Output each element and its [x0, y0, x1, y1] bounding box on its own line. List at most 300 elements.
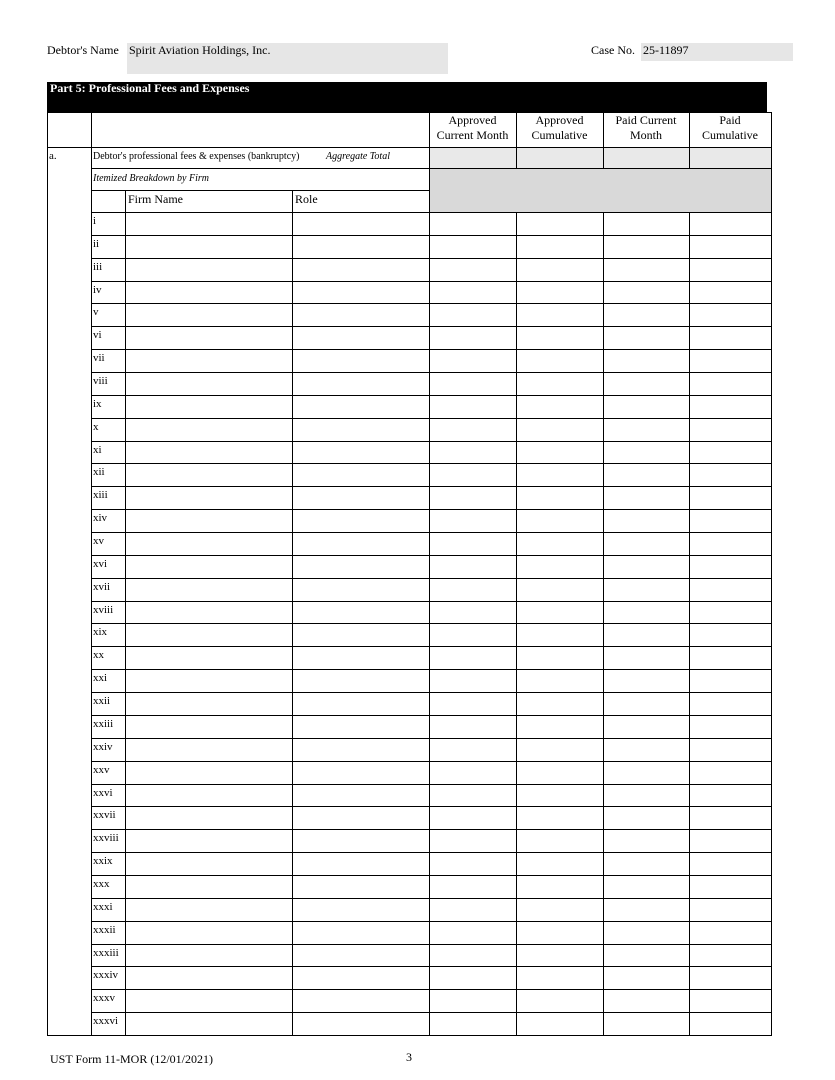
aggregate-total-cell[interactable] [690, 148, 771, 168]
role-cell[interactable] [293, 990, 429, 1012]
approved-current-cell[interactable] [430, 510, 516, 532]
row-label: xxxii [93, 923, 116, 936]
paid-current-cell[interactable] [604, 282, 689, 304]
firm-name-cell[interactable] [126, 830, 292, 852]
row-label: xviii [93, 603, 114, 616]
role-cell[interactable] [293, 442, 429, 464]
paid-cumulative-header [689, 113, 771, 143]
approved-cumulative-cell[interactable] [517, 876, 603, 898]
paid-current-cell[interactable] [604, 327, 689, 349]
firm-name-header: Firm Name [128, 192, 183, 206]
approved-cumulative-cell[interactable] [517, 602, 603, 624]
firm-name-cell[interactable] [126, 1013, 292, 1035]
role-cell[interactable] [293, 899, 429, 921]
firm-name-cell[interactable] [126, 510, 292, 532]
role-cell[interactable] [293, 304, 429, 326]
row-line [91, 418, 772, 419]
paid-cumulative-cell[interactable] [690, 624, 771, 646]
row-label: xxiv [93, 740, 113, 753]
approved-current-cell[interactable] [430, 922, 516, 944]
role-cell[interactable] [293, 533, 429, 555]
approved-current-cell[interactable] [430, 487, 516, 509]
role-cell[interactable] [293, 785, 429, 807]
itemized-bottom-line [91, 190, 430, 191]
row-label: x [93, 420, 99, 433]
paid-cumulative-cell[interactable] [690, 236, 771, 258]
row-line [91, 806, 772, 807]
row-line [91, 692, 772, 693]
row-label: vi [93, 329, 102, 342]
role-cell[interactable] [293, 510, 429, 532]
approved-cumulative-cell[interactable] [517, 213, 603, 235]
paid-cumulative-cell[interactable] [690, 464, 771, 486]
paid-current-cell[interactable] [604, 876, 689, 898]
firm-name-cell[interactable] [126, 899, 292, 921]
paid-cumulative-cell[interactable] [690, 716, 771, 738]
paid-current-cell[interactable] [604, 624, 689, 646]
approved-current-cell[interactable] [430, 762, 516, 784]
role-cell[interactable] [293, 213, 429, 235]
firm-name-cell[interactable] [126, 396, 292, 418]
approved-cumulative-cell[interactable] [517, 1013, 603, 1035]
column-line [516, 112, 517, 168]
approved-cumulative-header-line: Approved [535, 113, 584, 127]
approved-cumulative-cell[interactable] [517, 350, 603, 372]
role-cell[interactable] [293, 830, 429, 852]
approved-current-cell[interactable] [430, 350, 516, 372]
paid-current-month-header-line: Paid Current [615, 113, 677, 127]
row-label: xix [93, 626, 108, 639]
paid-cumulative-cell[interactable] [690, 899, 771, 921]
role-cell[interactable] [293, 396, 429, 418]
row-line [91, 669, 772, 670]
row-label: xxx [93, 877, 110, 890]
page-number: 3 [406, 1050, 412, 1064]
case-number-label: Case No. [591, 43, 635, 57]
approved-current-cell[interactable] [430, 1013, 516, 1035]
paid-current-cell[interactable] [604, 510, 689, 532]
section-a-bottom-line [91, 168, 772, 169]
table-top-border [47, 112, 772, 113]
paid-current-cell[interactable] [604, 899, 689, 921]
paid-current-cell[interactable] [604, 922, 689, 944]
firm-header-bottom-line [91, 212, 772, 213]
firm-name-cell[interactable] [126, 716, 292, 738]
firm-name-cell[interactable] [126, 762, 292, 784]
approved-current-month-header-line: Current Month [436, 128, 509, 142]
role-cell[interactable] [293, 967, 429, 989]
approved-current-cell[interactable] [430, 304, 516, 326]
firm-name-cell[interactable] [126, 807, 292, 829]
column-line [603, 112, 604, 168]
firm-name-cell[interactable] [126, 282, 292, 304]
role-cell[interactable] [293, 1013, 429, 1035]
paid-current-cell[interactable] [604, 853, 689, 875]
paid-current-cell[interactable] [604, 785, 689, 807]
role-cell[interactable] [293, 259, 429, 281]
firm-name-cell[interactable] [126, 624, 292, 646]
approved-current-cell[interactable] [430, 899, 516, 921]
part-5-title: Part 5: Professional Fees and Expenses [50, 81, 250, 95]
paid-current-cell[interactable] [604, 945, 689, 967]
row-line [91, 349, 772, 350]
approved-cumulative-cell[interactable] [517, 419, 603, 441]
approved-current-cell[interactable] [430, 876, 516, 898]
role-cell[interactable] [293, 762, 429, 784]
row-label: i [93, 215, 97, 227]
approved-current-cell[interactable] [430, 236, 516, 258]
approved-cumulative-cell[interactable] [517, 785, 603, 807]
role-cell[interactable] [293, 236, 429, 258]
approved-current-cell[interactable] [430, 327, 516, 349]
firm-name-cell[interactable] [126, 853, 292, 875]
paid-current-cell[interactable] [604, 830, 689, 852]
approved-cumulative-cell[interactable] [517, 624, 603, 646]
approved-current-cell[interactable] [430, 556, 516, 578]
approved-cumulative-cell[interactable] [517, 922, 603, 944]
paid-cumulative-cell[interactable] [690, 693, 771, 715]
row-line [91, 852, 772, 853]
approved-cumulative-cell[interactable] [517, 327, 603, 349]
paid-current-month-header-line: Month [629, 128, 662, 142]
approved-cumulative-cell[interactable] [517, 762, 603, 784]
role-cell[interactable] [293, 556, 429, 578]
approved-cumulative-cell[interactable] [517, 304, 603, 326]
firm-name-cell[interactable] [126, 442, 292, 464]
approved-current-cell[interactable] [430, 213, 516, 235]
form-id: UST Form 11-MOR (12/01/2021) [50, 1052, 214, 1066]
row-label: xxiii [93, 717, 114, 730]
role-cell[interactable] [293, 602, 429, 624]
row-label: vii [93, 352, 105, 365]
firm-name-cell[interactable] [126, 785, 292, 807]
row-line [91, 463, 772, 464]
role-cell[interactable] [293, 670, 429, 692]
firm-name-cell[interactable] [126, 693, 292, 715]
aggregate-total-cell[interactable] [604, 148, 689, 168]
firm-name-cell[interactable] [126, 922, 292, 944]
approved-current-cell[interactable] [430, 785, 516, 807]
row-line [91, 372, 772, 373]
approved-cumulative-cell[interactable] [517, 487, 603, 509]
approved-cumulative-cell[interactable] [517, 236, 603, 258]
paid-cumulative-cell[interactable] [690, 396, 771, 418]
row-label: iii [93, 260, 103, 273]
role-cell[interactable] [293, 464, 429, 486]
row-line [91, 875, 772, 876]
paid-cumulative-header-line: Paid [719, 113, 741, 127]
role-cell[interactable] [293, 282, 429, 304]
role-cell[interactable] [293, 853, 429, 875]
approved-current-cell[interactable] [430, 716, 516, 738]
approved-current-cell[interactable] [430, 990, 516, 1012]
approved-current-cell[interactable] [430, 464, 516, 486]
firm-name-cell[interactable] [126, 579, 292, 601]
firm-name-cell[interactable] [126, 876, 292, 898]
approved-cumulative-cell[interactable] [517, 579, 603, 601]
approved-cumulative-cell[interactable] [517, 830, 603, 852]
role-cell[interactable] [293, 807, 429, 829]
aggregate-total-cell[interactable] [517, 148, 603, 168]
paid-current-cell[interactable] [604, 807, 689, 829]
paid-current-cell[interactable] [604, 419, 689, 441]
case-number-value: 25-11897 [643, 43, 689, 57]
role-cell[interactable] [293, 693, 429, 715]
paid-cumulative-cell[interactable] [690, 967, 771, 989]
paid-cumulative-cell[interactable] [690, 1013, 771, 1035]
paid-cumulative-cell[interactable] [690, 602, 771, 624]
role-cell[interactable] [293, 922, 429, 944]
paid-current-cell[interactable] [604, 373, 689, 395]
paid-current-month-header [603, 113, 689, 143]
paid-current-cell[interactable] [604, 1013, 689, 1035]
approved-cumulative-cell[interactable] [517, 739, 603, 761]
approved-current-cell[interactable] [430, 442, 516, 464]
paid-current-cell[interactable] [604, 304, 689, 326]
firm-name-cell[interactable] [126, 213, 292, 235]
paid-current-cell[interactable] [604, 693, 689, 715]
approved-current-cell[interactable] [430, 533, 516, 555]
paid-cumulative-cell[interactable] [690, 807, 771, 829]
approved-current-cell[interactable] [430, 739, 516, 761]
row-label: xxxvi [93, 1015, 119, 1028]
approved-current-cell[interactable] [430, 396, 516, 418]
row-label: xiii [93, 489, 108, 502]
approved-current-cell[interactable] [430, 853, 516, 875]
row-label: xxvi [93, 786, 113, 799]
column-line [91, 112, 92, 1036]
paid-current-cell[interactable] [604, 442, 689, 464]
table-right-border [771, 112, 772, 1036]
row-line [91, 944, 772, 945]
approved-current-cell[interactable] [430, 807, 516, 829]
approved-cumulative-cell[interactable] [517, 533, 603, 555]
paid-cumulative-cell[interactable] [690, 556, 771, 578]
firm-name-cell[interactable] [126, 487, 292, 509]
row-label: viii [93, 375, 108, 388]
firm-name-cell[interactable] [126, 259, 292, 281]
row-label: xiv [93, 512, 108, 525]
row-line [91, 441, 772, 442]
paid-cumulative-cell[interactable] [690, 327, 771, 349]
paid-cumulative-cell[interactable] [690, 373, 771, 395]
paid-cumulative-cell[interactable] [690, 350, 771, 372]
firm-name-cell[interactable] [126, 304, 292, 326]
approved-current-cell[interactable] [430, 579, 516, 601]
aggregate-total-label: Aggregate Total [326, 151, 390, 162]
approved-current-month-header-line: Approved [448, 113, 497, 127]
firm-name-cell[interactable] [126, 419, 292, 441]
paid-cumulative-cell[interactable] [690, 990, 771, 1012]
row-line [91, 326, 772, 327]
row-label: ii [93, 237, 100, 250]
paid-current-cell[interactable] [604, 533, 689, 555]
paid-cumulative-cell[interactable] [690, 785, 771, 807]
row-line [91, 623, 772, 624]
approved-cumulative-cell[interactable] [517, 945, 603, 967]
firm-name-cell[interactable] [126, 670, 292, 692]
approved-current-cell[interactable] [430, 945, 516, 967]
paid-current-cell[interactable] [604, 259, 689, 281]
column-line [689, 112, 690, 168]
paid-current-cell[interactable] [604, 990, 689, 1012]
row-line [91, 555, 772, 556]
paid-current-cell[interactable] [604, 350, 689, 372]
paid-cumulative-cell[interactable] [690, 282, 771, 304]
paid-current-cell[interactable] [604, 396, 689, 418]
paid-cumulative-cell[interactable] [690, 853, 771, 875]
role-cell[interactable] [293, 624, 429, 646]
firm-name-cell[interactable] [126, 350, 292, 372]
firm-name-cell[interactable] [126, 533, 292, 555]
approved-cumulative-cell[interactable] [517, 693, 603, 715]
approved-cumulative-cell[interactable] [517, 510, 603, 532]
approved-current-cell[interactable] [430, 670, 516, 692]
paid-cumulative-cell[interactable] [690, 259, 771, 281]
paid-current-cell[interactable] [604, 670, 689, 692]
row-line [91, 601, 772, 602]
header-bottom-line [47, 147, 772, 148]
paid-cumulative-cell[interactable] [690, 647, 771, 669]
firm-name-cell[interactable] [126, 602, 292, 624]
firm-name-cell[interactable] [126, 945, 292, 967]
approved-cumulative-cell[interactable] [517, 396, 603, 418]
paid-cumulative-cell[interactable] [690, 762, 771, 784]
paid-current-cell[interactable] [604, 967, 689, 989]
row-line [91, 1012, 772, 1013]
approved-cumulative-cell[interactable] [517, 442, 603, 464]
paid-cumulative-cell[interactable] [690, 213, 771, 235]
paid-current-cell[interactable] [604, 647, 689, 669]
paid-current-cell[interactable] [604, 602, 689, 624]
approved-cumulative-cell[interactable] [517, 990, 603, 1012]
row-line [91, 646, 772, 647]
approved-cumulative-cell[interactable] [517, 556, 603, 578]
role-cell[interactable] [293, 327, 429, 349]
row-label: v [93, 306, 99, 319]
paid-cumulative-cell[interactable] [690, 876, 771, 898]
role-cell[interactable] [293, 876, 429, 898]
paid-cumulative-cell[interactable] [690, 419, 771, 441]
firm-name-cell[interactable] [126, 236, 292, 258]
paid-current-cell[interactable] [604, 487, 689, 509]
approved-cumulative-cell[interactable] [517, 373, 603, 395]
row-label: xxxv [93, 992, 115, 1005]
paid-cumulative-cell[interactable] [690, 922, 771, 944]
firm-name-cell[interactable] [126, 556, 292, 578]
debtor-name-label: Debtor's Name [47, 43, 119, 57]
role-cell[interactable] [293, 716, 429, 738]
firm-name-cell[interactable] [126, 647, 292, 669]
paid-current-cell[interactable] [604, 236, 689, 258]
role-cell[interactable] [293, 739, 429, 761]
row-line [91, 303, 772, 304]
approved-current-cell[interactable] [430, 693, 516, 715]
row-line [91, 578, 772, 579]
firm-name-cell[interactable] [126, 967, 292, 989]
role-cell[interactable] [293, 647, 429, 669]
approved-current-cell[interactable] [430, 647, 516, 669]
approved-cumulative-cell[interactable] [517, 967, 603, 989]
paid-current-cell[interactable] [604, 739, 689, 761]
paid-cumulative-header-line: Cumulative [702, 128, 758, 142]
approved-current-cell[interactable] [430, 373, 516, 395]
table-bottom-border [47, 1035, 772, 1036]
aggregate-total-cell[interactable] [430, 148, 516, 168]
role-cell[interactable] [293, 373, 429, 395]
approved-cumulative-header [516, 113, 603, 143]
firm-name-cell[interactable] [126, 327, 292, 349]
row-line [91, 395, 772, 396]
paid-current-cell[interactable] [604, 716, 689, 738]
approved-cumulative-cell[interactable] [517, 670, 603, 692]
role-cell[interactable] [293, 350, 429, 372]
debtor-name-field[interactable] [127, 43, 448, 74]
paid-cumulative-cell[interactable] [690, 442, 771, 464]
role-cell[interactable] [293, 419, 429, 441]
firm-name-cell[interactable] [126, 739, 292, 761]
approved-cumulative-cell[interactable] [517, 464, 603, 486]
column-line [689, 212, 690, 1036]
paid-cumulative-cell[interactable] [690, 510, 771, 532]
approved-current-cell[interactable] [430, 830, 516, 852]
row-label: xvii [93, 580, 111, 593]
row-line [91, 738, 772, 739]
firm-name-cell[interactable] [126, 464, 292, 486]
firm-name-cell[interactable] [126, 990, 292, 1012]
itemized-shaded-area [430, 169, 772, 212]
approved-current-cell[interactable] [430, 967, 516, 989]
approved-current-cell[interactable] [430, 602, 516, 624]
paid-cumulative-cell[interactable] [690, 739, 771, 761]
row-line [91, 829, 772, 830]
approved-cumulative-cell[interactable] [517, 899, 603, 921]
role-cell[interactable] [293, 487, 429, 509]
paid-current-cell[interactable] [604, 556, 689, 578]
paid-current-cell[interactable] [604, 579, 689, 601]
row-line [91, 898, 772, 899]
approved-cumulative-cell[interactable] [517, 259, 603, 281]
paid-cumulative-cell[interactable] [690, 533, 771, 555]
paid-current-cell[interactable] [604, 213, 689, 235]
firm-name-cell[interactable] [126, 373, 292, 395]
paid-current-cell[interactable] [604, 762, 689, 784]
approved-cumulative-cell[interactable] [517, 647, 603, 669]
role-cell[interactable] [293, 579, 429, 601]
paid-cumulative-cell[interactable] [690, 304, 771, 326]
case-number-field[interactable] [641, 43, 793, 61]
approved-cumulative-cell[interactable] [517, 282, 603, 304]
approved-current-cell[interactable] [430, 624, 516, 646]
paid-cumulative-cell[interactable] [690, 670, 771, 692]
approved-cumulative-cell[interactable] [517, 716, 603, 738]
approved-current-cell[interactable] [430, 259, 516, 281]
approved-cumulative-cell[interactable] [517, 807, 603, 829]
paid-current-cell[interactable] [604, 464, 689, 486]
column-line [603, 212, 604, 1036]
paid-cumulative-cell[interactable] [690, 579, 771, 601]
paid-cumulative-cell[interactable] [690, 945, 771, 967]
approved-current-cell[interactable] [430, 419, 516, 441]
approved-current-cell[interactable] [430, 282, 516, 304]
row-label: xx [93, 649, 104, 662]
paid-cumulative-cell[interactable] [690, 830, 771, 852]
row-label: ix [93, 397, 102, 410]
paid-cumulative-cell[interactable] [690, 487, 771, 509]
role-cell[interactable] [293, 945, 429, 967]
row-label: xi [93, 443, 102, 456]
approved-cumulative-cell[interactable] [517, 853, 603, 875]
